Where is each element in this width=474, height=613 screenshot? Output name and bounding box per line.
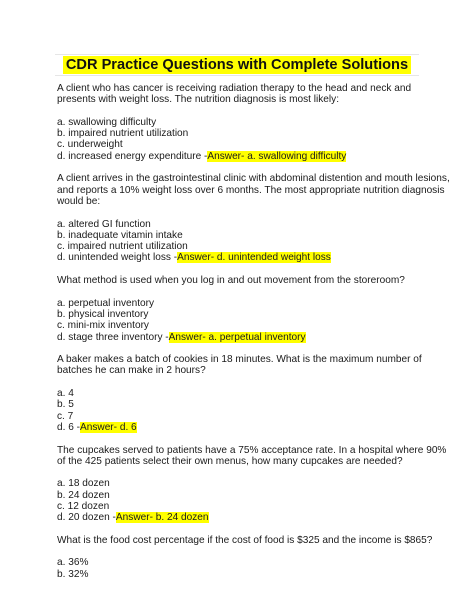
- answer-option-text: b. impaired nutrient utilization: [57, 128, 189, 140]
- answer-option: [57, 332, 427, 343]
- question-stem-line: What is the food cost percentage if the cost of food is $325 and the income is $865?: [57, 534, 433, 546]
- highlighted-answer: Answer- a. swallowing difficulty: [207, 150, 347, 162]
- answer-option: [57, 151, 427, 162]
- question-stem-line: and reports a 10% weight loss over 6 months. The most appropriate nutrition diagnosis: [57, 184, 445, 196]
- answer-option-text: d. 6 -: [57, 421, 81, 433]
- question-stem: [57, 83, 427, 106]
- answer-option: [57, 411, 427, 422]
- highlighted-answer: Answer- d. 6: [80, 421, 137, 433]
- answer-options: [57, 117, 427, 162]
- answer-options: [57, 557, 427, 580]
- title-bar: [55, 54, 419, 76]
- highlighted-answer: Answer- d. unintended weight loss: [177, 252, 331, 264]
- question-stem-line: of the 425 patients select their own menus, how many cupcakes are needed?: [57, 455, 403, 467]
- answer-option-text: c. impaired nutrient utilization: [57, 241, 188, 253]
- answer-option-text: b. 5: [57, 399, 74, 411]
- answer-option-text: b. 32%: [57, 568, 89, 580]
- answer-option-text: b. 24 dozen: [57, 489, 110, 501]
- answer-options: [57, 298, 427, 343]
- question-stem-line: What method is used when you log in and out movement from the storeroom?: [57, 275, 405, 287]
- question-stem-line: A baker makes a batch of cookies in 18 minutes. What is the maximum number of: [57, 354, 422, 366]
- question-stem-line: A client arrives in the gastrointestinal clinic with abdominal distention and mouth lesions,: [57, 173, 450, 185]
- answer-option: [57, 422, 427, 433]
- answer-option-text: b. inadequate vitamin intake: [57, 229, 183, 241]
- answer-option: [57, 139, 427, 150]
- answer-option-text: a. 36%: [57, 557, 89, 569]
- question-stem-line: The cupcakes served to patients have a 75% acceptance rate. In a hospital where 90%: [57, 444, 447, 456]
- question-list: [57, 83, 450, 591]
- answer-option: [57, 309, 427, 320]
- answer-options: [57, 219, 427, 264]
- answer-option: [57, 320, 427, 331]
- answer-option-text: d. unintended weight loss -: [57, 252, 178, 264]
- answer-option: [57, 512, 427, 523]
- answer-option: [57, 388, 427, 399]
- question-stem-line: would be:: [57, 195, 101, 207]
- question-stem-line: A client who has cancer is receiving radiation therapy to the head and neck and: [57, 83, 412, 94]
- answer-option-text: c. 12 dozen: [57, 500, 110, 512]
- question-stem: [57, 534, 433, 546]
- answer-option: [57, 241, 427, 252]
- answer-option: [57, 252, 427, 263]
- answer-option: [57, 501, 427, 512]
- answer-option: [57, 117, 427, 128]
- answer-option-text: a. 4: [57, 388, 74, 400]
- answer-option: [57, 399, 427, 410]
- answer-option-text: b. physical inventory: [57, 308, 149, 320]
- answer-option: [57, 557, 427, 568]
- question-stem-line: batches he can make in 2 hours?: [57, 365, 206, 377]
- answer-option: [57, 569, 427, 580]
- answer-option-text: c. 7: [57, 410, 74, 422]
- answer-option-text: a. swallowing difficulty: [57, 116, 157, 128]
- question-stem: [57, 354, 427, 377]
- answer-option: [57, 490, 427, 501]
- answer-option: [57, 219, 427, 230]
- answer-option-text: d. increased energy expenditure -: [57, 150, 208, 162]
- answer-option-text: d. 20 dozen -: [57, 512, 116, 524]
- answer-option-text: a. 18 dozen: [57, 478, 110, 490]
- answer-option-text: a. perpetual inventory: [57, 297, 155, 309]
- question-stem: [57, 444, 447, 468]
- highlighted-answer: Answer- a. perpetual inventory: [168, 331, 306, 343]
- answer-options: [57, 478, 427, 523]
- answer-option-text: d. stage three inventory -: [57, 331, 169, 343]
- answer-options: [57, 388, 427, 433]
- question-stem: [57, 275, 427, 286]
- question-stem: [57, 173, 450, 207]
- answer-option-text: c. underweight: [57, 139, 123, 151]
- answer-option-text: a. altered GI function: [57, 218, 151, 230]
- answer-option-text: c. mini-mix inventory: [57, 320, 149, 332]
- answer-option: [57, 128, 427, 139]
- answer-option: [57, 478, 427, 489]
- answer-option: [57, 230, 427, 241]
- question-stem-line: presents with weight loss. The nutrition diagnosis is most likely:: [57, 94, 340, 106]
- page-title: CDR Practice Questions with Complete Solutions: [63, 56, 411, 74]
- answer-option: [57, 298, 427, 309]
- highlighted-answer: Answer- b. 24 dozen: [115, 512, 209, 524]
